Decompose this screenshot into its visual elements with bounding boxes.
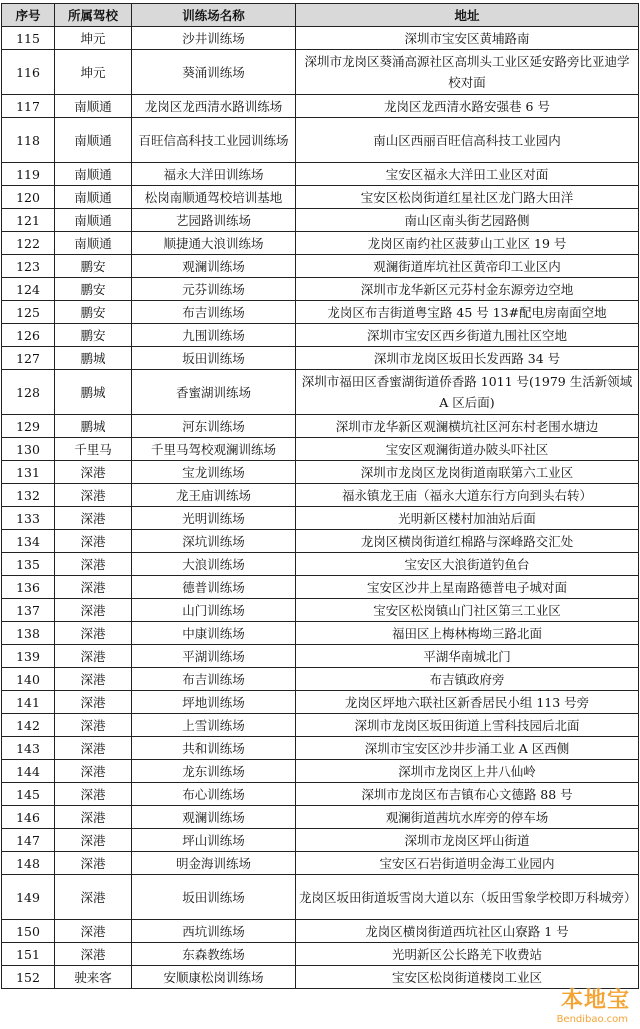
cell-address: 深圳市宝安区黄埔路南 <box>296 27 639 50</box>
table-row <box>2 943 639 966</box>
cell-school: 驶来客 <box>55 966 132 989</box>
header-number: 序号 <box>2 4 55 27</box>
cell-school: 深港 <box>55 737 132 760</box>
cell-ground-name: 布吉训练场 <box>132 301 296 324</box>
cell-school: 南顺通 <box>55 163 132 186</box>
cell-number: 145 <box>2 783 55 806</box>
cell-address: 龙岗区布吉街道粤宝路 45 号 13#配电房南面空地 <box>296 301 639 324</box>
table-row <box>2 576 639 599</box>
cell-address: 宝安区观澜街道办陂头吓社区 <box>296 438 639 461</box>
cell-ground-name: 顺捷通大浪训练场 <box>132 232 296 255</box>
cell-school: 深港 <box>55 461 132 484</box>
table-row <box>2 553 639 576</box>
cell-number: 123 <box>2 255 55 278</box>
cell-number: 115 <box>2 27 55 50</box>
cell-ground-name: 千里马驾校观澜训练场 <box>132 438 296 461</box>
cell-school: 鹏城 <box>55 415 132 438</box>
cell-address: 南山区西丽百旺信高科技工业园内 <box>296 118 639 163</box>
cell-school: 鹏安 <box>55 301 132 324</box>
cell-number: 119 <box>2 163 55 186</box>
cell-school: 深港 <box>55 875 132 920</box>
cell-number: 124 <box>2 278 55 301</box>
cell-school: 南顺通 <box>55 186 132 209</box>
cell-address: 宝安区石岩街道明金海工业园内 <box>296 852 639 875</box>
cell-school: 鹏城 <box>55 370 132 415</box>
cell-school: 深港 <box>55 760 132 783</box>
cell-ground-name: 葵涌训练场 <box>132 50 296 95</box>
cell-address: 深圳市龙岗区龙岗街道南联第六工业区 <box>296 461 639 484</box>
cell-number: 141 <box>2 691 55 714</box>
table-row <box>2 461 639 484</box>
table-row <box>2 186 639 209</box>
cell-address: 深圳市龙岗区葵涌高源社区高圳头工业区延安路旁比亚迪学校对面 <box>296 50 639 95</box>
cell-address: 宝安区松岗镇山门社区第三工业区 <box>296 599 639 622</box>
cell-ground-name: 中康训练场 <box>132 622 296 645</box>
table-row <box>2 255 639 278</box>
cell-school: 深港 <box>55 576 132 599</box>
cell-address: 平湖华南城北门 <box>296 645 639 668</box>
cell-school: 深港 <box>55 852 132 875</box>
cell-school: 深港 <box>55 783 132 806</box>
watermark-url: Bendibao.com <box>556 1014 628 1025</box>
cell-number: 147 <box>2 829 55 852</box>
table-header-row <box>2 4 639 27</box>
cell-address: 深圳市龙岗区上井八仙岭 <box>296 760 639 783</box>
cell-ground-name: 东森教练场 <box>132 943 296 966</box>
cell-address: 宝安区福永大洋田工业区对面 <box>296 163 639 186</box>
cell-ground-name: 龙王庙训练场 <box>132 484 296 507</box>
cell-school: 南顺通 <box>55 118 132 163</box>
cell-address: 龙岗区横岗街道西坑社区山寮路 1 号 <box>296 920 639 943</box>
cell-number: 152 <box>2 966 55 989</box>
cell-number: 150 <box>2 920 55 943</box>
cell-school: 深港 <box>55 829 132 852</box>
cell-number: 136 <box>2 576 55 599</box>
cell-school: 鹏城 <box>55 347 132 370</box>
cell-ground-name: 坂田训练场 <box>132 347 296 370</box>
cell-number: 122 <box>2 232 55 255</box>
table-body <box>2 27 639 989</box>
cell-number: 143 <box>2 737 55 760</box>
cell-address: 布吉镇政府旁 <box>296 668 639 691</box>
cell-address: 南山区南头街艺园路侧 <box>296 209 639 232</box>
cell-address: 深圳市龙岗区坪山街道 <box>296 829 639 852</box>
table-row <box>2 415 639 438</box>
cell-ground-name: 山门训练场 <box>132 599 296 622</box>
cell-number: 134 <box>2 530 55 553</box>
cell-ground-name: 龙东训练场 <box>132 760 296 783</box>
cell-ground-name: 艺园路训练场 <box>132 209 296 232</box>
cell-number: 131 <box>2 461 55 484</box>
table-row <box>2 370 639 415</box>
cell-ground-name: 坂田训练场 <box>132 875 296 920</box>
cell-address: 福田区上梅林梅坳三路北面 <box>296 622 639 645</box>
cell-address: 福永镇龙王庙（福永大道东行方向到头右转） <box>296 484 639 507</box>
cell-school: 深港 <box>55 668 132 691</box>
cell-address: 龙岗区坂田街道坂雪岗大道以东（坂田雪象学校即万科城旁） <box>296 875 639 920</box>
cell-school: 坤元 <box>55 27 132 50</box>
table-row <box>2 875 639 920</box>
cell-address: 深圳市龙岗区坂田街道上雪科技园后北面 <box>296 714 639 737</box>
table-row <box>2 645 639 668</box>
table-row <box>2 714 639 737</box>
cell-ground-name: 香蜜湖训练场 <box>132 370 296 415</box>
table-row <box>2 438 639 461</box>
cell-number: 137 <box>2 599 55 622</box>
cell-address: 深圳市宝安区沙井步涌工业 A 区西侧 <box>296 737 639 760</box>
cell-ground-name: 元芬训练场 <box>132 278 296 301</box>
cell-school: 深港 <box>55 691 132 714</box>
cell-school: 深港 <box>55 714 132 737</box>
cell-number: 121 <box>2 209 55 232</box>
training-ground-table <box>1 3 639 989</box>
cell-number: 135 <box>2 553 55 576</box>
cell-number: 151 <box>2 943 55 966</box>
table-row <box>2 829 639 852</box>
cell-number: 118 <box>2 118 55 163</box>
cell-school: 深港 <box>55 599 132 622</box>
cell-address: 龙岗区坪地六联社区新香居民小组 113 号旁 <box>296 691 639 714</box>
table-row <box>2 806 639 829</box>
cell-number: 132 <box>2 484 55 507</box>
cell-ground-name: 观澜训练场 <box>132 806 296 829</box>
cell-ground-name: 观澜训练场 <box>132 255 296 278</box>
table-row <box>2 737 639 760</box>
header-school: 所属驾校 <box>55 4 132 27</box>
cell-ground-name: 坪地训练场 <box>132 691 296 714</box>
table-row <box>2 232 639 255</box>
bendibao-watermark <box>534 983 634 1025</box>
cell-school: 南顺通 <box>55 95 132 118</box>
table-row <box>2 599 639 622</box>
table-row <box>2 301 639 324</box>
cell-number: 125 <box>2 301 55 324</box>
cell-ground-name: 坪山训练场 <box>132 829 296 852</box>
cell-school: 深港 <box>55 507 132 530</box>
cell-school: 深港 <box>55 553 132 576</box>
table-row <box>2 324 639 347</box>
table-row <box>2 347 639 370</box>
cell-ground-name: 百旺信高科技工业园训练场 <box>132 118 296 163</box>
table-row <box>2 209 639 232</box>
cell-number: 140 <box>2 668 55 691</box>
cell-school: 深港 <box>55 645 132 668</box>
cell-ground-name: 九围训练场 <box>132 324 296 347</box>
cell-ground-name: 安顺康松岗训练场 <box>132 966 296 989</box>
table-row <box>2 50 639 95</box>
cell-number: 120 <box>2 186 55 209</box>
cell-number: 128 <box>2 370 55 415</box>
cell-school: 鹏安 <box>55 278 132 301</box>
cell-ground-name: 福永大洋田训练场 <box>132 163 296 186</box>
cell-school: 鹏安 <box>55 255 132 278</box>
cell-ground-name: 德普训练场 <box>132 576 296 599</box>
cell-address: 深圳市宝安区西乡街道九围社区空地 <box>296 324 639 347</box>
table-row <box>2 530 639 553</box>
cell-number: 142 <box>2 714 55 737</box>
table-row <box>2 622 639 645</box>
header-ground-name: 训练场名称 <box>132 4 296 27</box>
cell-number: 146 <box>2 806 55 829</box>
cell-number: 149 <box>2 875 55 920</box>
cell-address: 观澜街道茜坑水库旁的停车场 <box>296 806 639 829</box>
table-row <box>2 668 639 691</box>
cell-ground-name: 松岗南顺通驾校培训基地 <box>132 186 296 209</box>
table-row <box>2 783 639 806</box>
table-row <box>2 507 639 530</box>
cell-ground-name: 宝龙训练场 <box>132 461 296 484</box>
cell-ground-name: 大浪训练场 <box>132 553 296 576</box>
cell-address: 宝安区松岗街道红星社区龙门路大田洋 <box>296 186 639 209</box>
cell-number: 138 <box>2 622 55 645</box>
cell-ground-name: 河东训练场 <box>132 415 296 438</box>
cell-ground-name: 布吉训练场 <box>132 668 296 691</box>
cell-address: 深圳市龙岗区坂田长发西路 34 号 <box>296 347 639 370</box>
cell-ground-name: 沙井训练场 <box>132 27 296 50</box>
cell-number: 144 <box>2 760 55 783</box>
cell-ground-name: 平湖训练场 <box>132 645 296 668</box>
cell-number: 130 <box>2 438 55 461</box>
cell-address: 深圳市福田区香蜜湖街道侨香路 1011 号(1979 生活新领域 A 区后面) <box>296 370 639 415</box>
cell-address: 光明新区公长路羌下收费站 <box>296 943 639 966</box>
cell-number: 133 <box>2 507 55 530</box>
table-row <box>2 163 639 186</box>
table-row <box>2 484 639 507</box>
cell-school: 千里马 <box>55 438 132 461</box>
cell-address: 宝安区大浪街道钓鱼台 <box>296 553 639 576</box>
cell-school: 深港 <box>55 920 132 943</box>
cell-address: 观澜街道库坑社区黄帝印工业区内 <box>296 255 639 278</box>
cell-address: 光明新区楼村加油站后面 <box>296 507 639 530</box>
cell-school: 深港 <box>55 806 132 829</box>
table-row <box>2 691 639 714</box>
cell-ground-name: 布心训练场 <box>132 783 296 806</box>
table-row <box>2 27 639 50</box>
table-row <box>2 278 639 301</box>
cell-address: 深圳市龙华新区元芬村金东源旁边空地 <box>296 278 639 301</box>
cell-address: 龙岗区南约社区菠萝山工业区 19 号 <box>296 232 639 255</box>
cell-school: 深港 <box>55 484 132 507</box>
cell-number: 148 <box>2 852 55 875</box>
cell-ground-name: 上雪训练场 <box>132 714 296 737</box>
cell-ground-name: 龙岗区龙西清水路训练场 <box>132 95 296 118</box>
cell-number: 117 <box>2 95 55 118</box>
table-row <box>2 852 639 875</box>
cell-school: 深港 <box>55 530 132 553</box>
cell-address: 深圳市龙岗区布吉镇布心文德路 88 号 <box>296 783 639 806</box>
header-address: 地址 <box>296 4 639 27</box>
cell-number: 129 <box>2 415 55 438</box>
cell-address: 宝安区沙井上星南路德普电子城对面 <box>296 576 639 599</box>
cell-number: 126 <box>2 324 55 347</box>
cell-school: 深港 <box>55 943 132 966</box>
cell-number: 139 <box>2 645 55 668</box>
cell-school: 深港 <box>55 622 132 645</box>
cell-address: 龙岗区龙西清水路安强巷 6 号 <box>296 95 639 118</box>
watermark-logo: 本地宝 <box>560 988 630 1013</box>
table-row <box>2 920 639 943</box>
cell-ground-name: 西坑训练场 <box>132 920 296 943</box>
table-row <box>2 95 639 118</box>
cell-number: 127 <box>2 347 55 370</box>
table-row <box>2 118 639 163</box>
cell-school: 鹏安 <box>55 324 132 347</box>
cell-school: 南顺通 <box>55 232 132 255</box>
cell-ground-name: 光明训练场 <box>132 507 296 530</box>
cell-school: 坤元 <box>55 50 132 95</box>
cell-ground-name: 明金海训练场 <box>132 852 296 875</box>
cell-school: 南顺通 <box>55 209 132 232</box>
cell-ground-name: 深坑训练场 <box>132 530 296 553</box>
cell-address: 深圳市龙华新区观澜横坑社区河东村老围水塘边 <box>296 415 639 438</box>
cell-address: 宝安区松岗街道楼岗工业区 <box>296 966 639 989</box>
table-row <box>2 966 639 989</box>
cell-ground-name: 共和训练场 <box>132 737 296 760</box>
cell-number: 116 <box>2 50 55 95</box>
cell-address: 龙岗区横岗街道红棉路与深峰路交汇处 <box>296 530 639 553</box>
table-row <box>2 760 639 783</box>
